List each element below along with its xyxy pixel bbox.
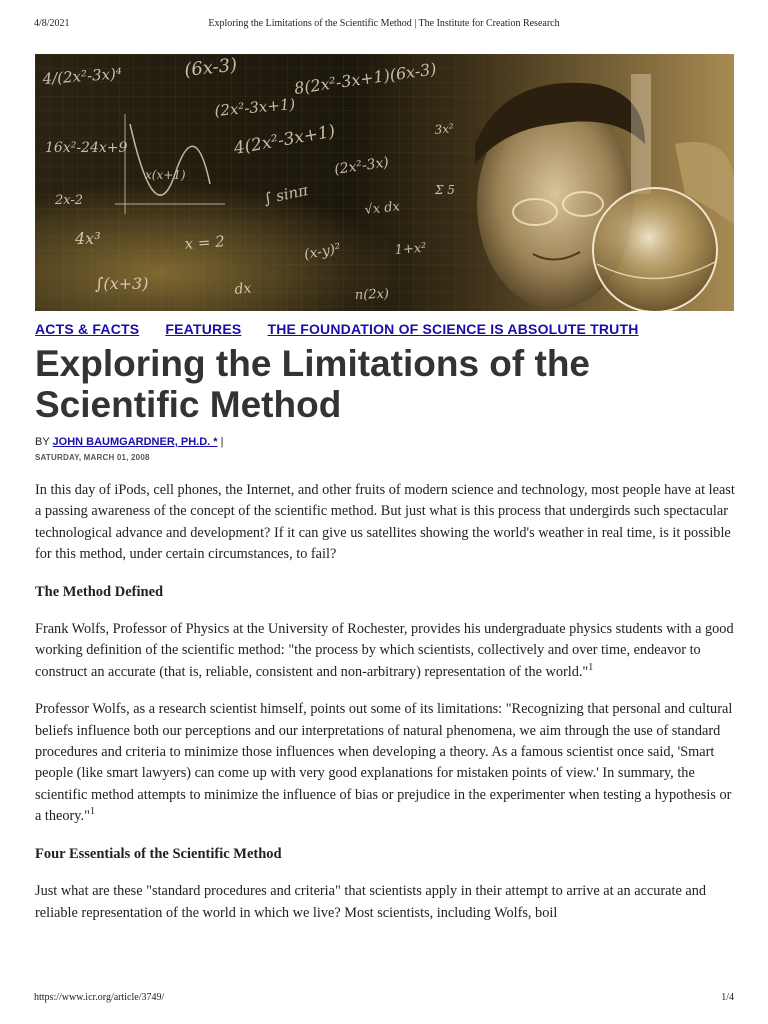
- chalkboard-formula: 16x²-24x+9: [45, 140, 128, 156]
- chalkboard-formula: n(2x): [354, 286, 390, 303]
- breadcrumb-acts-facts[interactable]: ACTS & FACTS: [35, 321, 140, 337]
- chalkboard-formula: 2x-2: [55, 193, 84, 208]
- paragraph-text: Frank Wolfs, Professor of Physics at the University of Rochester, provides his undergraduate physics students with a good working definition of the scientific method: "the process by which scientists, collectively and over time, endeavor to construct an accurate (that is, reliable, consistent and non-arbitrary) representation of the world.": [35, 621, 734, 680]
- chalkboard-formula: x(x+1): [145, 168, 186, 182]
- paragraph-text: Just what are these "standard procedures and criteria" that scientists apply in their attempt to arrive at an accurate and reliable representation of the world in which we live? Most scientists, including Wolfs, boil: [35, 883, 707, 921]
- publish-date: SATURDAY, MARCH 01, 2008: [35, 453, 150, 462]
- chalkboard-formula: 4(2x²-3x+1): [232, 121, 337, 159]
- article-paragraph: [35, 699, 735, 827]
- chalkboard-formula: (2x²-3x): [333, 154, 390, 178]
- article-paragraph: [35, 619, 735, 683]
- chalkboard-formula: 1+x²: [394, 240, 427, 258]
- chalkboard-formula: dx: [233, 280, 253, 298]
- chalkboard-formula: (x-y)²: [302, 240, 342, 263]
- print-page-number: 1/4: [721, 992, 734, 1003]
- paragraph-text: Professor Wolfs, as a research scientist himself, points out some of its limitations: "Recognizing that personal and cultural beliefs influence both our perceptions and our interpretations of natural phenomena, we aim through the use of standard procedures and criteria to minimize those influences when developing a theory. As a famous scientist once said, 'Smart people (like smart lawyers) can come up with very good explanations for mistaken points of view.' In summary, the scientific method attempts to minimize the influence of bias or prejudice in the experimenter when testing a hypothesis or a theory.": [35, 701, 733, 825]
- hero-illustration: [35, 54, 734, 311]
- chalkboard-formula: x = 2: [184, 232, 226, 253]
- chalkboard-formula: (6x-3): [183, 54, 239, 81]
- chalkboard-formula: ∫ sinπ: [262, 181, 310, 208]
- footnote-ref[interactable]: 1: [588, 662, 594, 674]
- chalkboard-formula: 4x³: [75, 229, 101, 248]
- breadcrumb-features[interactable]: FEATURES: [165, 321, 242, 337]
- section-heading: Four Essentials of the Scientific Method: [35, 845, 282, 862]
- print-url: https://www.icr.org/article/3749/: [34, 992, 165, 1003]
- article-body: [35, 480, 735, 940]
- footnote-ref[interactable]: 1: [89, 806, 95, 818]
- chalkboard-formula: 8(2x²-3x+1)(6x-3): [292, 59, 438, 98]
- article-paragraph: [35, 881, 735, 924]
- hero-image: [35, 54, 734, 311]
- byline-separator: |: [220, 436, 224, 448]
- breadcrumb: [35, 321, 661, 337]
- paragraph-text: In this day of iPods, cell phones, the Internet, and other fruits of modern science and technology, most people have at least a passing awareness of the concept of the scientific method. But just what is this process that undergirds such spectacular technological advance and development? If it can give us satellites showing the world's weather in real time, is it possible for this method, under certain circumstances, to fail?: [35, 482, 735, 563]
- chalkboard-formula: Σ 5: [435, 183, 455, 197]
- chalkboard-formula: √x dx: [363, 199, 401, 218]
- article-paragraph: [35, 480, 735, 566]
- print-page-title: Exploring the Limitations of the Scientific Method | The Institute for Creation Research: [208, 18, 560, 29]
- breadcrumb-foundation-of-science[interactable]: THE FOUNDATION OF SCIENCE IS ABSOLUTE TRUTH: [267, 321, 639, 337]
- chalkboard-formula: 3x²: [433, 121, 455, 137]
- byline-prefix: BY: [35, 436, 50, 448]
- article-headline: Exploring the Limitations of the Scientific Method: [35, 343, 590, 425]
- section-heading: The Method Defined: [35, 583, 164, 600]
- chalkboard-formula: (2x²-3x+1): [213, 95, 296, 120]
- print-date: 4/8/2021: [34, 18, 70, 29]
- byline: [35, 436, 223, 448]
- author-link[interactable]: JOHN BAUMGARDNER, PH.D. *: [52, 436, 218, 448]
- chalkboard-formula: ∫(x+3): [95, 274, 149, 293]
- chalkboard-formula: 4/(2x²-3x)⁴: [42, 64, 123, 88]
